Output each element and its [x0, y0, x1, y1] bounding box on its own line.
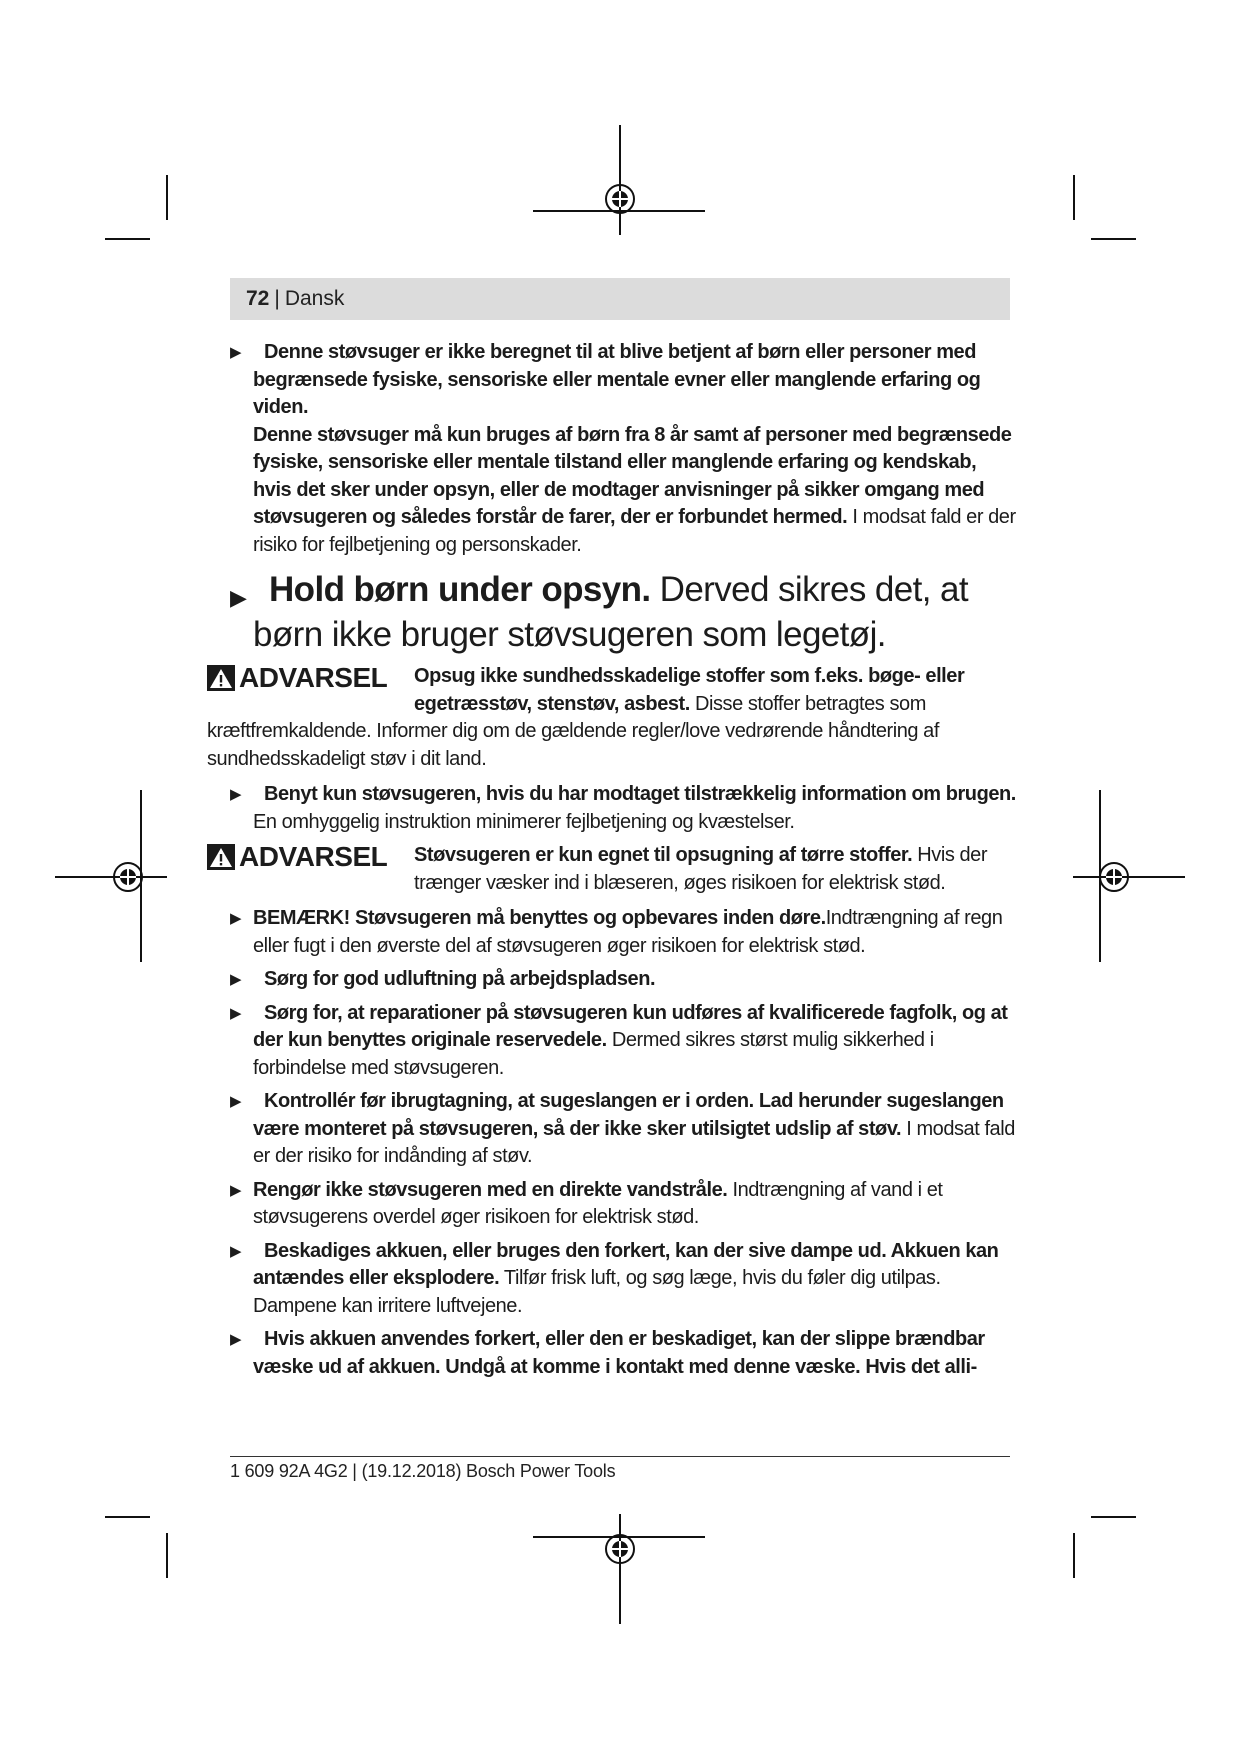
- bullet-arrow-icon: ▶: [230, 1331, 242, 1348]
- item-text: Derved sikres det, at børn ikke bruger støvsugeren som legetøj.: [253, 570, 969, 654]
- item-text: I modsat fald er der risiko for fejlbetjening og personskader.: [253, 506, 1016, 556]
- warning-text: Disse stoffer betragtes som kræftfremkaldende. Informer dig om de gældende regler/love vedrørende håndtering af sundhedsskadeligt støv i dit land.: [207, 692, 939, 770]
- item-bold: Rengør ikke støvsugeren med en direkte vandstråle.: [253, 1178, 728, 1201]
- list-item: [230, 339, 1016, 559]
- footer-text: 1 609 92A 4G2 | (19.12.2018) Bosch Power Tools: [230, 1461, 616, 1481]
- warning-block: [207, 842, 1016, 897]
- item-text: Tilfør frisk luft, og søg læge, hvis du føler dig utilpas. Dampene kan irritere luftvejene.: [253, 1267, 941, 1317]
- crosshair-icon: [1090, 853, 1138, 901]
- list-item-large: [230, 567, 1016, 657]
- bullet-arrow-icon: ▶: [230, 1181, 242, 1199]
- bullet-arrow-icon: ▶: [230, 1004, 242, 1022]
- item-bold: Denne støvsuger er ikke beregnet til at blive betjent af børn eller personer med begrænsede fysiske, sensoriske eller mentale evner eller manglende erfaring og viden.: [253, 341, 981, 418]
- crosshair-icon: [104, 853, 152, 901]
- item-text: Indtrængning af vand i et støvsugerens overdel øger risikoen for elektrisk stød.: [253, 1178, 943, 1228]
- crosshair-icon: [596, 175, 644, 223]
- item-bold: Sørg for, at reparationer på støvsugeren kun udføres af kvalificerede fagfolk, og at der kun benyttes originale reservedele.: [253, 1001, 1008, 1051]
- bullet-arrow-icon: ▶: [230, 1242, 242, 1260]
- warning-label: [207, 663, 414, 693]
- bullet-arrow-icon: ▶: [230, 1093, 242, 1110]
- item-bold: Denne støvsuger må kun bruges af børn fra 8 år samt af personer med begrænsede fysiske, sensoriske eller mentale tilstand eller manglende erfaring og kendskab, hvis det sker under opsyn, eller de modtager anvisninger på sikker omgang med støvsugeren og således forstår de farer, der er forbundet hermed.: [253, 423, 1012, 528]
- warning-label-text: ADVARSEL: [239, 662, 388, 693]
- bullet-arrow-icon: ▶: [230, 910, 242, 927]
- list-item: [230, 966, 1016, 994]
- list-item: [230, 1326, 1016, 1381]
- list-item: [230, 1177, 1016, 1232]
- bullet-arrow-icon: ▶: [230, 344, 242, 361]
- bullet-arrow-icon: ▶: [230, 971, 242, 988]
- page-content: [207, 339, 1016, 1387]
- item-bold: Benyt kun støvsugeren, hvis du har modtaget tilstrækkelig information om brugen.: [264, 783, 1016, 805]
- crop-mark: [105, 238, 150, 240]
- warning-triangle-icon: [207, 665, 235, 691]
- header-language: Dansk: [284, 287, 345, 310]
- page-number: 72: [246, 287, 270, 310]
- item-bold: Hvis akkuen anvendes forkert, eller den er beskadiget, kan der slippe brændbar væske ud af akkuen. Undgå at komme i kontakt med denne væske. Hvis det alli-: [253, 1328, 985, 1378]
- crop-mark: [1073, 175, 1075, 220]
- crop-mark: [1073, 1533, 1075, 1578]
- list-item: [230, 1000, 1016, 1083]
- bullet-arrow-icon: ▶: [230, 585, 247, 610]
- item-bold: Sørg for god udluftning på arbejdspladsen.: [264, 968, 656, 990]
- crosshair-icon: [596, 1525, 644, 1573]
- list-item: [230, 781, 1016, 836]
- item-text: I modsat fald er der risiko for indånding af støv.: [253, 1117, 1015, 1167]
- crop-mark: [166, 1533, 168, 1578]
- item-bold: Hold børn under opsyn.: [269, 570, 651, 609]
- warning-block: [207, 663, 1016, 773]
- list-item: [230, 1088, 1016, 1171]
- crop-mark: [1091, 1516, 1136, 1518]
- header-separator: |: [274, 287, 280, 310]
- warning-triangle-icon: [207, 844, 235, 870]
- warning-bold: Opsug ikke sundhedsskadelige stoffer som f.eks. bøge- eller egetræsstøv, stenstøv, asbest.: [414, 665, 965, 715]
- list-item: [230, 1238, 1016, 1321]
- page-header: [230, 278, 1010, 320]
- crop-mark: [105, 1516, 150, 1518]
- item-bold: Kontrollér før ibrugtagning, at sugeslangen er i orden. Lad herunder sugeslangen være monteret på støvsugeren, så der ikke sker utilsigtet udslip af støv.: [253, 1090, 1004, 1140]
- item-text: Indtrængning af regn eller fugt i den øverste del af støvsugeren øger risikoen for elektrisk stød.: [253, 907, 1003, 957]
- crop-mark: [166, 175, 168, 220]
- warning-bold: Støvsugeren er kun egnet til opsugning af tørre stoffer.: [414, 844, 913, 866]
- warning-label: [207, 842, 414, 872]
- item-text: En omhyggelig instruktion minimerer fejlbetjening og kvæstelser.: [253, 810, 795, 833]
- warning-label-text: ADVARSEL: [239, 841, 388, 872]
- list-item: [230, 905, 1016, 960]
- bullet-arrow-icon: ▶: [230, 786, 242, 803]
- warning-text: Hvis der trænger væsker ind i blæseren, øges risikoen for elektrisk stød.: [414, 844, 988, 894]
- item-text: Dermed sikres størst mulig sikkerhed i forbindelse med støvsugeren.: [253, 1029, 934, 1079]
- item-bold: BEMÆRK! Støvsugeren må benyttes og opbevares inden døre.: [253, 907, 826, 929]
- crop-mark: [1091, 238, 1136, 240]
- page-footer: [230, 1456, 1010, 1482]
- item-bold: Beskadiges akkuen, eller bruges den forkert, kan der sive dampe ud. Akkuen kan antændes eller eksplodere.: [253, 1239, 999, 1289]
